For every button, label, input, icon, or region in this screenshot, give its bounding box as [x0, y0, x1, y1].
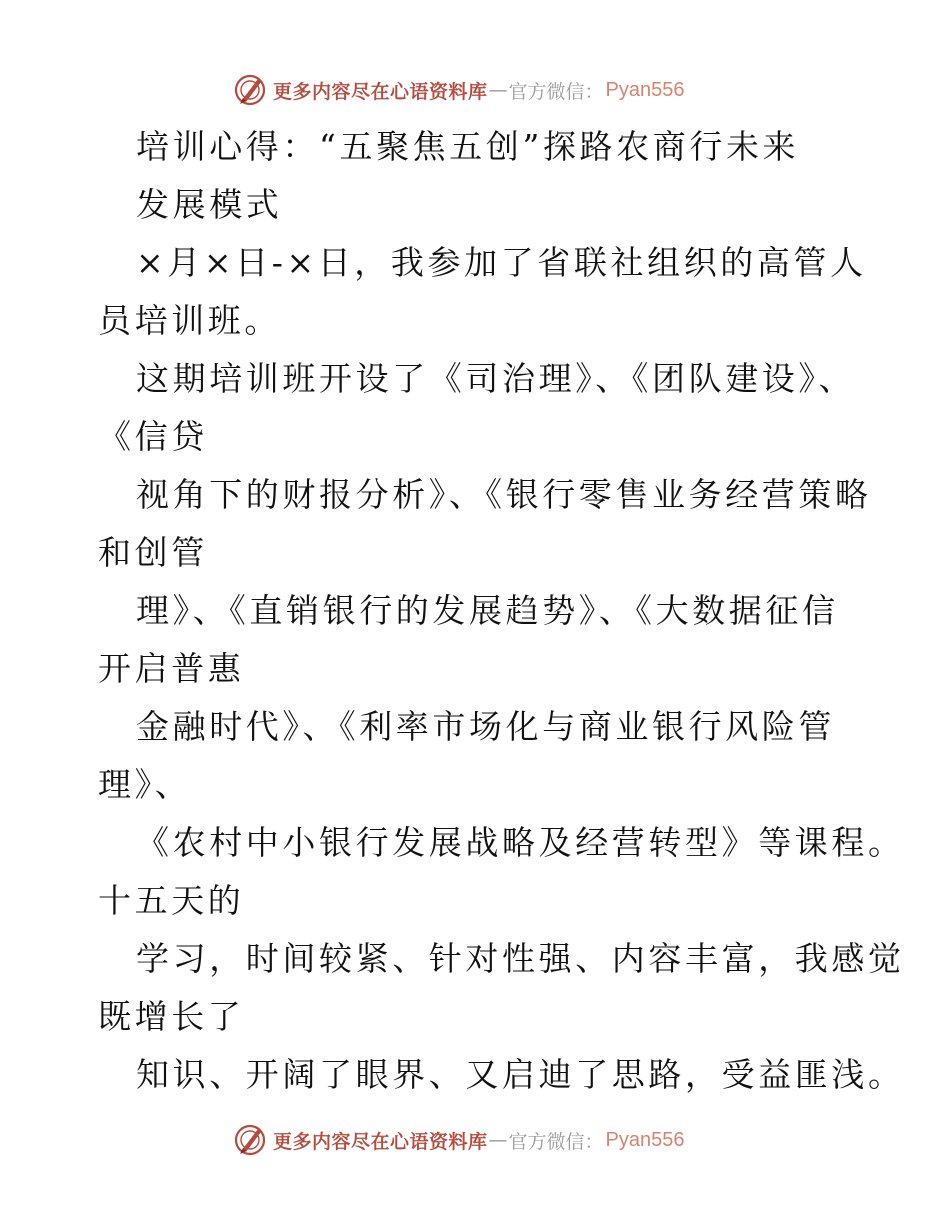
paragraph-line: 这期培训班开设了《司治理》、《团队建设》、	[136, 359, 856, 398]
paragraph-line: ×月×日-×日，我参加了省联社组织的高管人	[136, 243, 867, 282]
paragraph-line: 《农村中小银行发展战略及经营转型》等课程。	[136, 823, 905, 862]
header-banner	[233, 72, 685, 108]
banner-brand-text: 更多内容尽在心语资料库	[273, 1130, 488, 1153]
paragraph-line: 既增长了	[98, 997, 245, 1036]
banner-brand-text: 更多内容尽在心语资料库	[273, 80, 488, 103]
paragraph-line: 理》、	[98, 765, 192, 804]
paragraph-line: 开启普惠	[98, 649, 245, 688]
document-body	[98, 118, 905, 1104]
footer-banner	[233, 1122, 685, 1158]
paragraph-line: 和创管	[98, 533, 208, 572]
quill-pen-logo-icon	[233, 1123, 267, 1157]
paragraph-line: 学习，时间较紧、针对性强、内容丰富，我感觉	[136, 939, 905, 978]
banner-wechat-label: 官方微信：	[508, 80, 604, 103]
banner-wechat-label: 官方微信：	[508, 1130, 604, 1153]
banner-separator: —	[488, 79, 508, 101]
paragraph-line: 《信贷	[98, 417, 208, 456]
paragraph-line: 知识、开阔了眼界、又启迪了思路，受益匪浅。	[136, 1055, 905, 1094]
paragraph-line: 员培训班。	[98, 301, 281, 340]
document-title-line-1: 培训心得：“五聚焦五创”探路农商行未来	[136, 127, 800, 166]
banner-wechat-id: Pyan556	[605, 78, 685, 101]
banner-wechat-id: Pyan556	[605, 1128, 685, 1151]
paragraph-line: 十五天的	[98, 881, 245, 920]
banner-separator: —	[488, 1129, 508, 1151]
document-title-line-2: 发展模式	[136, 185, 283, 224]
paragraph-line: 理》、《直销银行的发展趋势》、《大数据征信	[136, 591, 839, 630]
paragraph-line: 视角下的财报分析》、《银行零售业务经营策略	[136, 475, 872, 514]
paragraph-line: 金融时代》、《利率市场化与商业银行风险管	[136, 707, 835, 746]
quill-pen-logo-icon	[233, 73, 267, 107]
